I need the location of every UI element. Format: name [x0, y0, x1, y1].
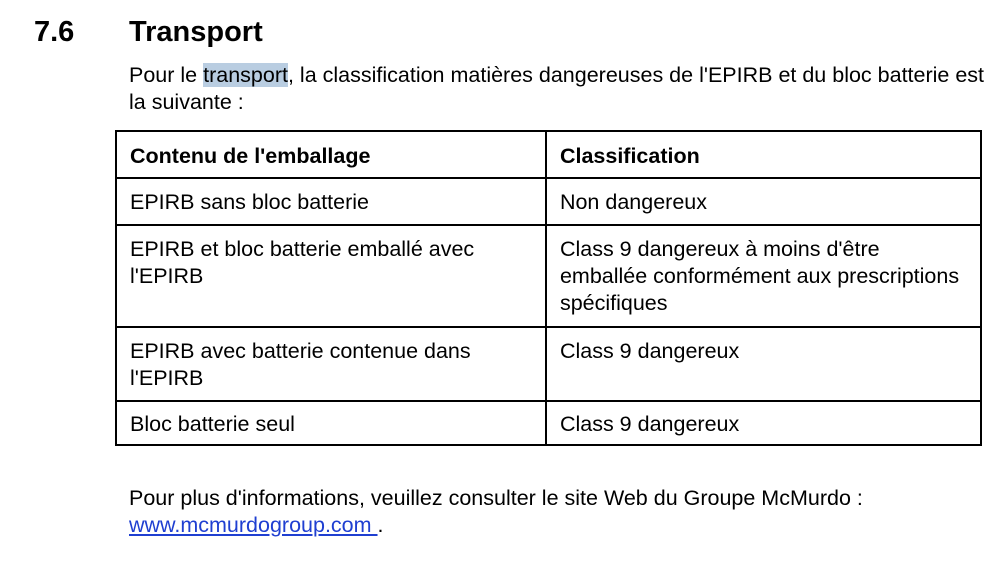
header-contents: Contenu de l'emballage — [116, 131, 546, 178]
table-cell: EPIRB avec batterie contenue dans l'EPIRB — [116, 327, 546, 401]
table-row — [116, 178, 981, 225]
table-cell: Non dangereux — [546, 178, 981, 225]
table-cell: Class 9 dangereux à moins d'être emballée conformément aux prescriptions spécifiques — [546, 225, 981, 327]
table-cell: Bloc batterie seul — [116, 401, 546, 445]
highlighted-word: transport — [203, 63, 288, 87]
section-number: 7.6 — [34, 16, 75, 48]
classification-table — [115, 130, 982, 446]
intro-text-before: Pour le — [129, 63, 204, 87]
mcmurdo-website-link[interactable]: www.mcmurdogroup.com — [129, 513, 378, 537]
table-cell: EPIRB sans bloc batterie — [116, 178, 546, 225]
table-row — [116, 225, 981, 327]
intro-paragraph — [129, 62, 989, 116]
intro-text-after: , la classification matières dangereuses de l'EPIRB et du bloc batterie est la suivante : — [129, 63, 985, 114]
table-row — [116, 401, 981, 445]
table-cell: EPIRB et bloc batterie emballé avec l'EPIRB — [116, 225, 546, 327]
header-classification: Classification — [546, 131, 981, 178]
trailing-period: . — [377, 513, 384, 537]
more-info-text: Pour plus d'informations, veuillez consulter le site Web du Groupe McMurdo : — [129, 486, 863, 510]
more-info-paragraph — [129, 485, 989, 539]
table-header-row — [116, 131, 981, 178]
table-cell: Class 9 dangereux — [546, 327, 981, 401]
table-row — [116, 327, 981, 401]
table-cell: Class 9 dangereux — [546, 401, 981, 445]
section-title: Transport — [129, 16, 263, 48]
